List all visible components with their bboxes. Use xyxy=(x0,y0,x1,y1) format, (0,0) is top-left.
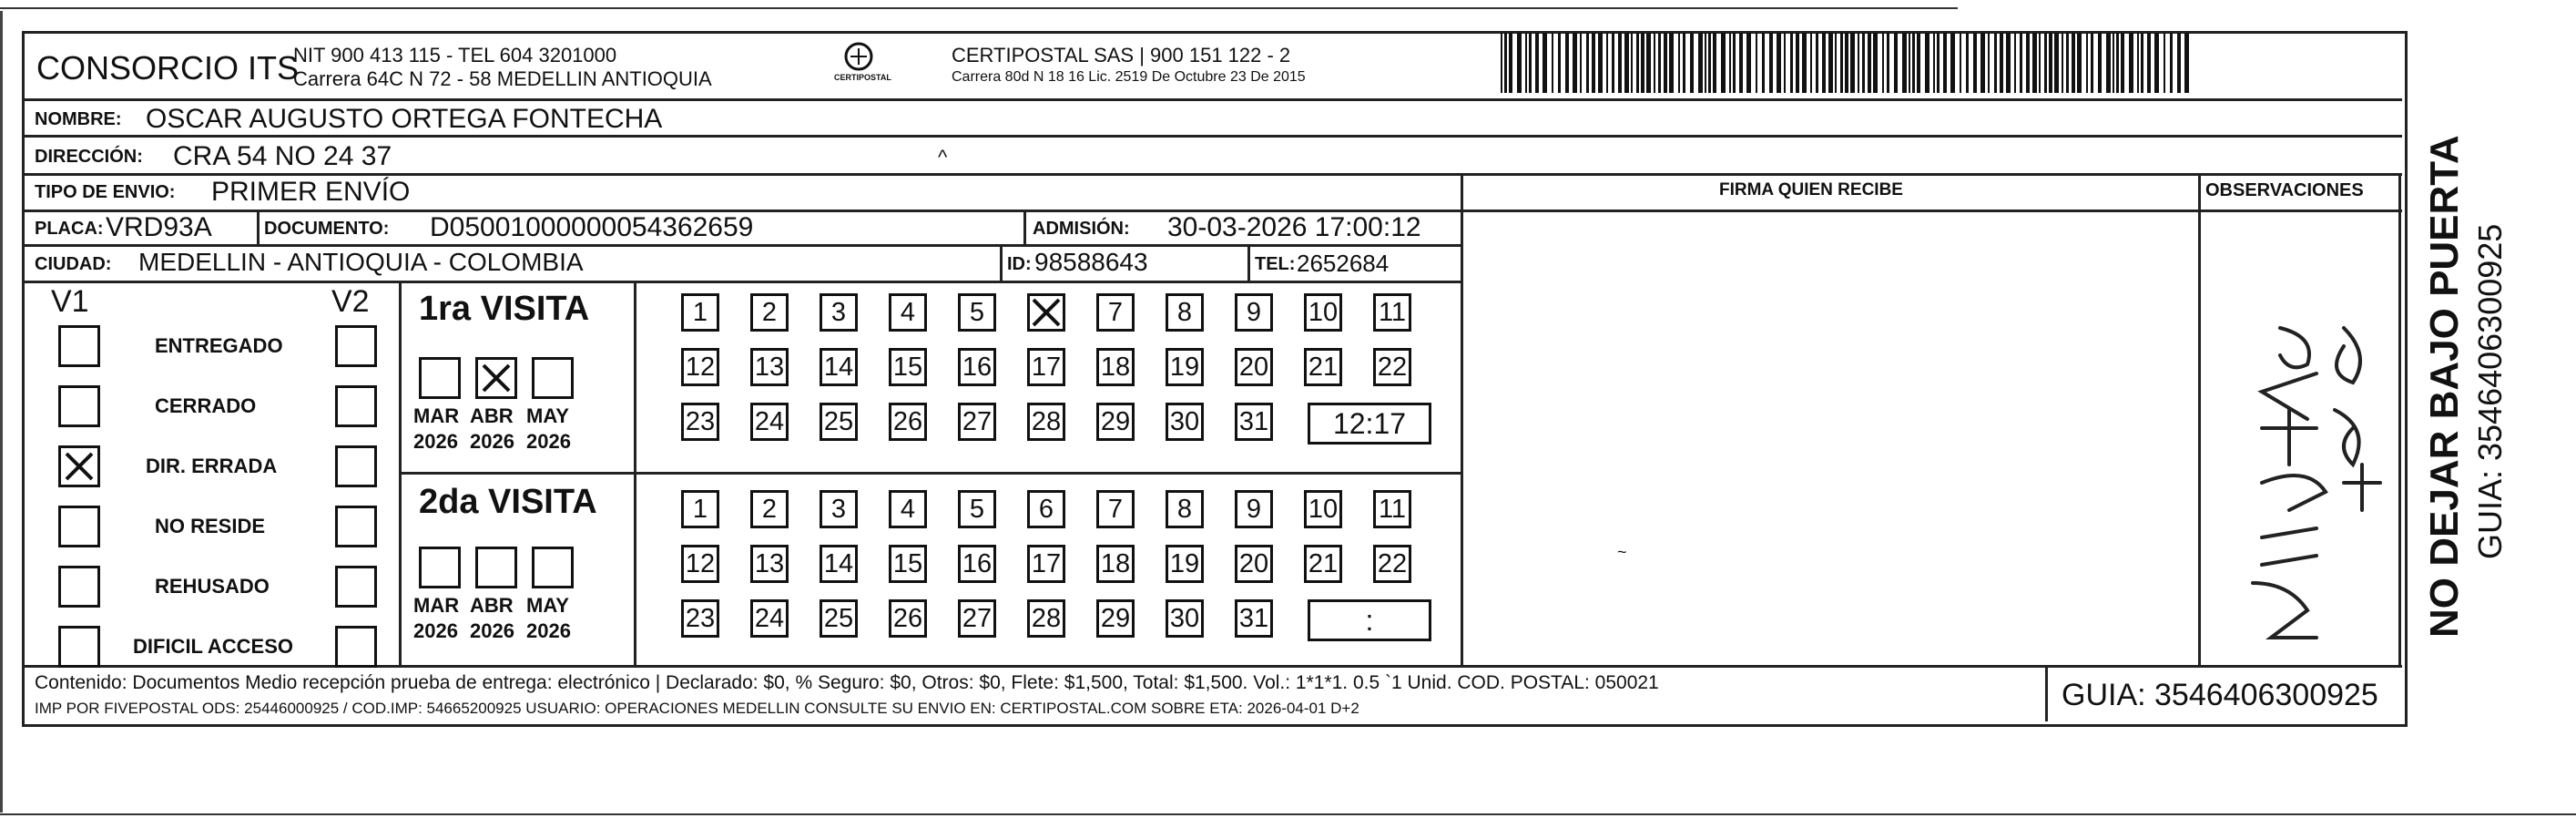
status-label: REHUSADO xyxy=(155,575,270,598)
first-day-cell[interactable]: 27 xyxy=(958,403,996,441)
first-day-cell[interactable]: 17 xyxy=(1027,348,1065,386)
barcode-bar xyxy=(2026,33,2030,93)
first-day-cell[interactable]: 14 xyxy=(820,348,858,386)
second-day-cell[interactable]: 12 xyxy=(681,545,719,583)
barcode-bar xyxy=(1705,33,1706,93)
footer-line2: IMP POR FIVEPOSTAL ODS: 25446000925 / COD.IMP: 54665200925 USUARIO: OPERACIONES MEDELLIN CONSULTE SU ENVIO EN: CERTIPOSTAL.COM SOBRE ETA: 2026-04-01 D+2 xyxy=(35,700,1359,717)
first-day-cell[interactable]: 19 xyxy=(1166,348,1204,386)
first-month-checkbox[interactable] xyxy=(419,357,461,399)
second-day-cell[interactable]: 6 xyxy=(1027,490,1065,528)
barcode-bar xyxy=(1739,33,1743,93)
barcode-bar xyxy=(1756,33,1757,93)
first-visit-title: 1ra VISITA xyxy=(419,290,590,328)
first-day-cell[interactable]: 16 xyxy=(958,348,996,386)
first-day-cell[interactable]: 1 xyxy=(681,293,719,332)
v1-header: V1 xyxy=(51,284,89,319)
barcode-bar xyxy=(1729,33,1731,93)
barcode-bar xyxy=(1909,33,1910,93)
second-year-label: 2026 xyxy=(470,619,514,642)
nombre-value: OSCAR AUGUSTO ORTEGA FONTECHA xyxy=(146,104,663,134)
admision-value: 30-03-2026 17:00:12 xyxy=(1167,212,1421,242)
first-day-cell[interactable]: 3 xyxy=(820,293,858,332)
second-month-label: ABR xyxy=(470,594,514,617)
barcode-bar xyxy=(1690,33,1694,93)
handwritten-observation xyxy=(2207,310,2389,656)
first-month-label: ABR xyxy=(470,404,514,427)
barcode-bar xyxy=(2044,33,2047,93)
barcode-bar xyxy=(1933,33,1935,93)
barcode-bar xyxy=(2032,33,2037,93)
barcode-bar xyxy=(1882,33,1884,93)
barcode-bar xyxy=(2106,33,2111,93)
direccion-label: DIRECCIÓN: xyxy=(35,147,143,167)
barcode-bar xyxy=(1669,33,1674,93)
second-day-cell[interactable]: 31 xyxy=(1235,599,1273,638)
second-day-cell[interactable]: 30 xyxy=(1166,599,1204,638)
first-day-cell[interactable]: 25 xyxy=(820,403,858,441)
first-day-cell[interactable]: 18 xyxy=(1096,348,1135,386)
barcode-bar xyxy=(1529,33,1532,93)
carrier-line1: CERTIPOSTAL SAS | 900 151 122 - 2 xyxy=(952,44,1291,66)
barcode-bar xyxy=(1698,33,1703,93)
company-line1: NIT 900 413 115 - TEL 604 3201000 xyxy=(293,44,617,66)
barcode-bar xyxy=(1822,33,1826,93)
second-day-cell[interactable]: 8 xyxy=(1166,490,1204,528)
barcode-bar xyxy=(2077,33,2082,93)
barcode-bar xyxy=(1912,33,1915,93)
barcode-bar xyxy=(1790,33,1793,93)
first-day-cell[interactable]: 29 xyxy=(1096,403,1135,441)
certipostal-logo-icon xyxy=(827,38,891,89)
barcode-bar xyxy=(1762,33,1765,93)
barcode-bar xyxy=(1902,33,1907,93)
second-year-label: 2026 xyxy=(526,619,571,642)
barcode-bar xyxy=(2049,33,2052,93)
status-label: CERRADO xyxy=(155,394,257,417)
second-month-checkbox[interactable] xyxy=(532,547,574,588)
second-day-cell[interactable]: 5 xyxy=(958,490,996,528)
second-day-cell[interactable]: 4 xyxy=(889,490,927,528)
barcode-bar xyxy=(1636,33,1639,93)
barcode-bar xyxy=(1840,33,1843,93)
barcode-bar xyxy=(2072,33,2075,93)
barcode-bar xyxy=(1850,33,1855,93)
barcode-bar xyxy=(2062,33,2063,93)
second-day-cell[interactable]: 11 xyxy=(1373,490,1411,528)
barcode-bar xyxy=(1858,33,1859,93)
first-day-cell[interactable]: 12 xyxy=(681,348,719,386)
v1-checkbox[interactable] xyxy=(58,445,100,487)
second-time-box[interactable]: : xyxy=(1308,599,1431,641)
second-month-checkbox[interactable] xyxy=(475,547,517,588)
barcode-bar xyxy=(1708,33,1711,93)
barcode-bar xyxy=(1845,33,1848,93)
v2-checkbox[interactable] xyxy=(335,626,377,668)
barcode-bar xyxy=(1624,33,1629,93)
barcode-bar xyxy=(1598,33,1603,93)
observaciones-header: OBSERVACIONES xyxy=(2205,180,2364,200)
barcode-bar xyxy=(1980,33,1985,93)
barcode-bar xyxy=(1917,33,1920,93)
status-label: ENTREGADO xyxy=(155,334,283,357)
id-value: 98588643 xyxy=(1034,248,1148,276)
v1-checkbox[interactable] xyxy=(58,385,100,427)
barcode-bar xyxy=(1802,33,1807,93)
first-time-box[interactable]: 12:17 xyxy=(1308,403,1431,445)
barcode-bar xyxy=(1580,33,1582,93)
barcode-bar xyxy=(2113,33,2114,93)
first-day-cell[interactable]: 2 xyxy=(750,293,789,332)
placa-label: PLACA: xyxy=(35,219,104,239)
second-visit-title: 2da VISITA xyxy=(419,483,597,521)
first-day-cell[interactable]: 31 xyxy=(1235,403,1273,441)
first-day-cell[interactable]: 15 xyxy=(889,348,927,386)
barcode-bar xyxy=(1713,33,1716,93)
nombre-label: NOMBRE: xyxy=(35,109,122,129)
barcode-bar xyxy=(1950,33,1955,93)
v1-checkbox[interactable] xyxy=(58,325,100,367)
first-day-cell[interactable]: 22 xyxy=(1373,348,1411,386)
barcode-bar xyxy=(1558,33,1561,93)
barcode-bar xyxy=(1543,33,1547,93)
tel-label: TEL: xyxy=(1255,254,1296,274)
barcode-bar xyxy=(1592,33,1595,93)
second-day-cell[interactable]: 22 xyxy=(1373,545,1411,583)
second-day-cell[interactable]: 16 xyxy=(958,545,996,583)
v1-checkbox[interactable] xyxy=(58,566,100,608)
barcode-bar xyxy=(1887,33,1889,93)
barcode-bar xyxy=(1664,33,1667,93)
first-month-checkbox[interactable] xyxy=(532,357,574,399)
barcode-bar xyxy=(1504,33,1507,93)
barcode-bar xyxy=(1654,33,1655,93)
barcode-bar xyxy=(1894,33,1898,93)
ciudad-label: CIUDAD: xyxy=(35,254,112,274)
placa-value: VRD93A xyxy=(106,212,212,242)
first-day-cell[interactable]: 5 xyxy=(958,293,996,332)
first-day-cell[interactable]: 9 xyxy=(1235,293,1273,332)
barcode-bar xyxy=(2039,33,2041,93)
second-day-cell[interactable]: 17 xyxy=(1027,545,1065,583)
status-label: DIR. ERRADA xyxy=(146,455,278,477)
barcode-bar xyxy=(2006,33,2011,93)
second-day-cell[interactable]: 15 xyxy=(889,545,927,583)
second-day-cell[interactable]: 13 xyxy=(750,545,789,583)
first-year-label: 2026 xyxy=(413,430,458,453)
second-day-cell[interactable]: 21 xyxy=(1304,545,1342,583)
barcode-bar xyxy=(1994,33,1997,93)
company-line2: Carrera 64C N 72 - 58 MEDELLIN ANTIOQUIA xyxy=(293,67,712,90)
barcode-bar xyxy=(1683,33,1685,93)
barcode-bar xyxy=(1835,33,1837,93)
company-name: CONSORCIO ITS xyxy=(36,49,300,87)
first-month-label: MAR xyxy=(413,404,460,427)
second-month-label: MAY xyxy=(526,594,569,617)
second-day-cell[interactable]: 20 xyxy=(1235,545,1273,583)
barcode-bar xyxy=(1641,33,1644,93)
barcode-bar xyxy=(2098,33,2102,93)
barcode-bar xyxy=(1937,33,1940,93)
barcode-bar xyxy=(1618,33,1622,93)
first-month-label: MAY xyxy=(526,404,569,427)
barcode-bar xyxy=(1586,33,1589,93)
barcode-bar xyxy=(1746,33,1751,93)
barcode-bar xyxy=(1784,33,1786,93)
side-no-dejar: NO DEJAR BAJO PUERTA xyxy=(2422,135,2467,638)
barcode-bar xyxy=(2147,33,2151,93)
barcode-bar xyxy=(2137,33,2139,93)
barcode-bar xyxy=(1535,33,1539,93)
v1-checkbox[interactable] xyxy=(58,506,100,547)
barcode-bar xyxy=(1509,33,1512,93)
barcode-bar xyxy=(1517,33,1522,93)
v2-checkbox[interactable] xyxy=(335,566,377,608)
second-year-label: 2026 xyxy=(413,619,458,642)
barcode-bar xyxy=(1810,33,1812,93)
second-day-cell[interactable]: 26 xyxy=(889,599,927,638)
logo-text: CERTIPOSTAL xyxy=(834,73,891,82)
barcode-bar xyxy=(2091,33,2093,93)
barcode-bar xyxy=(2086,33,2088,93)
barcode-bar xyxy=(2121,33,2124,93)
barcode-bar xyxy=(1828,33,1833,93)
first-year-label: 2026 xyxy=(470,430,514,453)
first-day-cell[interactable]: 24 xyxy=(750,403,789,441)
barcode-bar xyxy=(2170,33,2173,93)
second-day-cell[interactable]: 24 xyxy=(750,599,789,638)
second-day-cell[interactable]: 29 xyxy=(1096,599,1135,638)
barcode-bar xyxy=(1873,33,1878,93)
barcode-bar xyxy=(2020,33,2022,93)
barcode-bar xyxy=(1733,33,1736,93)
v2-checkbox[interactable] xyxy=(335,385,377,427)
second-day-cell[interactable]: 10 xyxy=(1304,490,1342,528)
second-month-label: MAR xyxy=(413,594,460,617)
second-day-cell[interactable]: 7 xyxy=(1096,490,1135,528)
first-day-cell[interactable]: 26 xyxy=(889,403,927,441)
barcode-bar xyxy=(2141,33,2143,93)
barcode-bar xyxy=(1525,33,1527,93)
barcode-bar xyxy=(2066,33,2069,93)
admision-label: ADMISIÓN: xyxy=(1033,219,1130,239)
barcode-bar xyxy=(1868,33,1871,93)
first-day-cell[interactable]: 4 xyxy=(889,293,927,332)
barcode-bar xyxy=(1501,33,1502,93)
barcode-bar xyxy=(1966,33,1969,93)
barcode-bar xyxy=(1658,33,1661,93)
v2-checkbox[interactable] xyxy=(335,445,377,487)
second-day-cell[interactable]: 25 xyxy=(820,599,858,638)
v2-header: V2 xyxy=(331,284,370,319)
second-day-cell[interactable]: 9 xyxy=(1235,490,1273,528)
second-day-cell[interactable]: 27 xyxy=(958,599,996,638)
barcode-bar xyxy=(2164,33,2165,93)
first-day-cell[interactable]: 11 xyxy=(1373,293,1411,332)
barcode-bar xyxy=(1552,33,1553,93)
barcode-bar xyxy=(2000,33,2003,93)
first-day-cell[interactable]: 21 xyxy=(1304,348,1342,386)
tel-value: 2652684 xyxy=(1297,250,1390,277)
barcode-bar xyxy=(1646,33,1651,93)
v2-checkbox[interactable] xyxy=(335,506,377,547)
barcode-bar xyxy=(1769,33,1773,93)
documento-value: D05001000000054362659 xyxy=(430,212,754,242)
status-label: DIFICIL ACCESO xyxy=(133,635,294,658)
barcode-bar xyxy=(1606,33,1608,93)
barcode-bar xyxy=(1612,33,1614,93)
barcode-bar xyxy=(1573,33,1577,93)
firma-header: FIRMA QUIEN RECIBE xyxy=(1719,180,1903,199)
barcode-bar xyxy=(1796,33,1799,93)
barcode-bar xyxy=(1862,33,1865,93)
first-day-cell[interactable]: 8 xyxy=(1166,293,1204,332)
first-day-cell[interactable]: 10 xyxy=(1304,293,1342,332)
footer-line1: Contenido: Documentos Medio recepción prueba de entrega: electrónico | Declarado: $0, % Seguro: $0, Otros: $0, Flete: $1,500, Total: $1,500. Vol.: 1*1*1. 0.5 `1 Unid. COD. POSTAL: 050021 xyxy=(35,672,1659,693)
ciudad-value: MEDELLIN - ANTIOQUIA - COLOMBIA xyxy=(138,248,584,276)
barcode-bar xyxy=(2014,33,2016,93)
barcode-bar xyxy=(1960,33,1961,93)
first-day-cell[interactable]: 13 xyxy=(750,348,789,386)
footer-guia: GUIA: 3546406300925 xyxy=(2062,678,2378,712)
v2-checkbox[interactable] xyxy=(335,325,377,367)
second-day-cell[interactable]: 1 xyxy=(681,490,719,528)
status-label: NO RESIDE xyxy=(155,515,266,537)
barcode-bar xyxy=(2184,33,2189,93)
documento-label: DOCUMENTO: xyxy=(264,219,390,239)
barcode-bar xyxy=(2154,33,2159,93)
barcode-bar xyxy=(1943,33,1947,93)
id-label: ID: xyxy=(1007,254,1032,274)
tipo-label: TIPO DE ENVIO: xyxy=(35,182,176,202)
barcode-bar xyxy=(2054,33,2059,93)
first-month-checkbox[interactable] xyxy=(475,357,517,399)
barcode-bar xyxy=(1925,33,1929,93)
first-day-cell[interactable]: 28 xyxy=(1027,403,1065,441)
second-day-cell[interactable]: 14 xyxy=(820,545,858,583)
barcode-bar xyxy=(2177,33,2181,93)
first-day-cell[interactable]: 23 xyxy=(681,403,719,441)
barcode-bar xyxy=(1721,33,1726,93)
first-day-cell[interactable]: 20 xyxy=(1235,348,1273,386)
barcode-bar xyxy=(1777,33,1781,93)
second-month-checkbox[interactable] xyxy=(419,547,461,588)
barcode xyxy=(1501,33,2189,93)
tipo-value: PRIMER ENVÍO xyxy=(211,177,411,207)
carrier-line2: Carrera 80d N 18 16 Lic. 2519 De Octubre 23 De 2015 xyxy=(952,69,1306,85)
barcode-bar xyxy=(2129,33,2133,93)
second-day-cell[interactable]: 2 xyxy=(750,490,789,528)
second-day-cell[interactable]: 3 xyxy=(820,490,858,528)
first-day-cell[interactable] xyxy=(1027,293,1065,332)
v1-checkbox[interactable] xyxy=(58,626,100,668)
barcode-bar xyxy=(1678,33,1680,93)
second-day-cell[interactable]: 19 xyxy=(1166,545,1204,583)
first-day-cell[interactable]: 30 xyxy=(1166,403,1204,441)
second-day-cell[interactable]: 18 xyxy=(1096,545,1135,583)
first-day-cell[interactable]: 7 xyxy=(1096,293,1135,332)
second-day-cell[interactable]: 28 xyxy=(1027,599,1065,638)
barcode-bar xyxy=(1631,33,1633,93)
direccion-value: CRA 54 NO 24 37 xyxy=(173,141,392,171)
barcode-bar xyxy=(1816,33,1818,93)
barcode-bar xyxy=(1973,33,1977,93)
first-year-label: 2026 xyxy=(526,430,571,453)
barcode-bar xyxy=(1565,33,1569,93)
second-day-cell[interactable]: 23 xyxy=(681,599,719,638)
caret-mark: ^ xyxy=(938,146,948,169)
barcode-bar xyxy=(1988,33,1990,93)
stray-mark: ~ xyxy=(1617,543,1627,561)
handwritten-note xyxy=(2222,638,2230,639)
side-guia: GUIA: 3546406300925 xyxy=(2471,223,2509,559)
barcode-bar xyxy=(2116,33,2119,93)
